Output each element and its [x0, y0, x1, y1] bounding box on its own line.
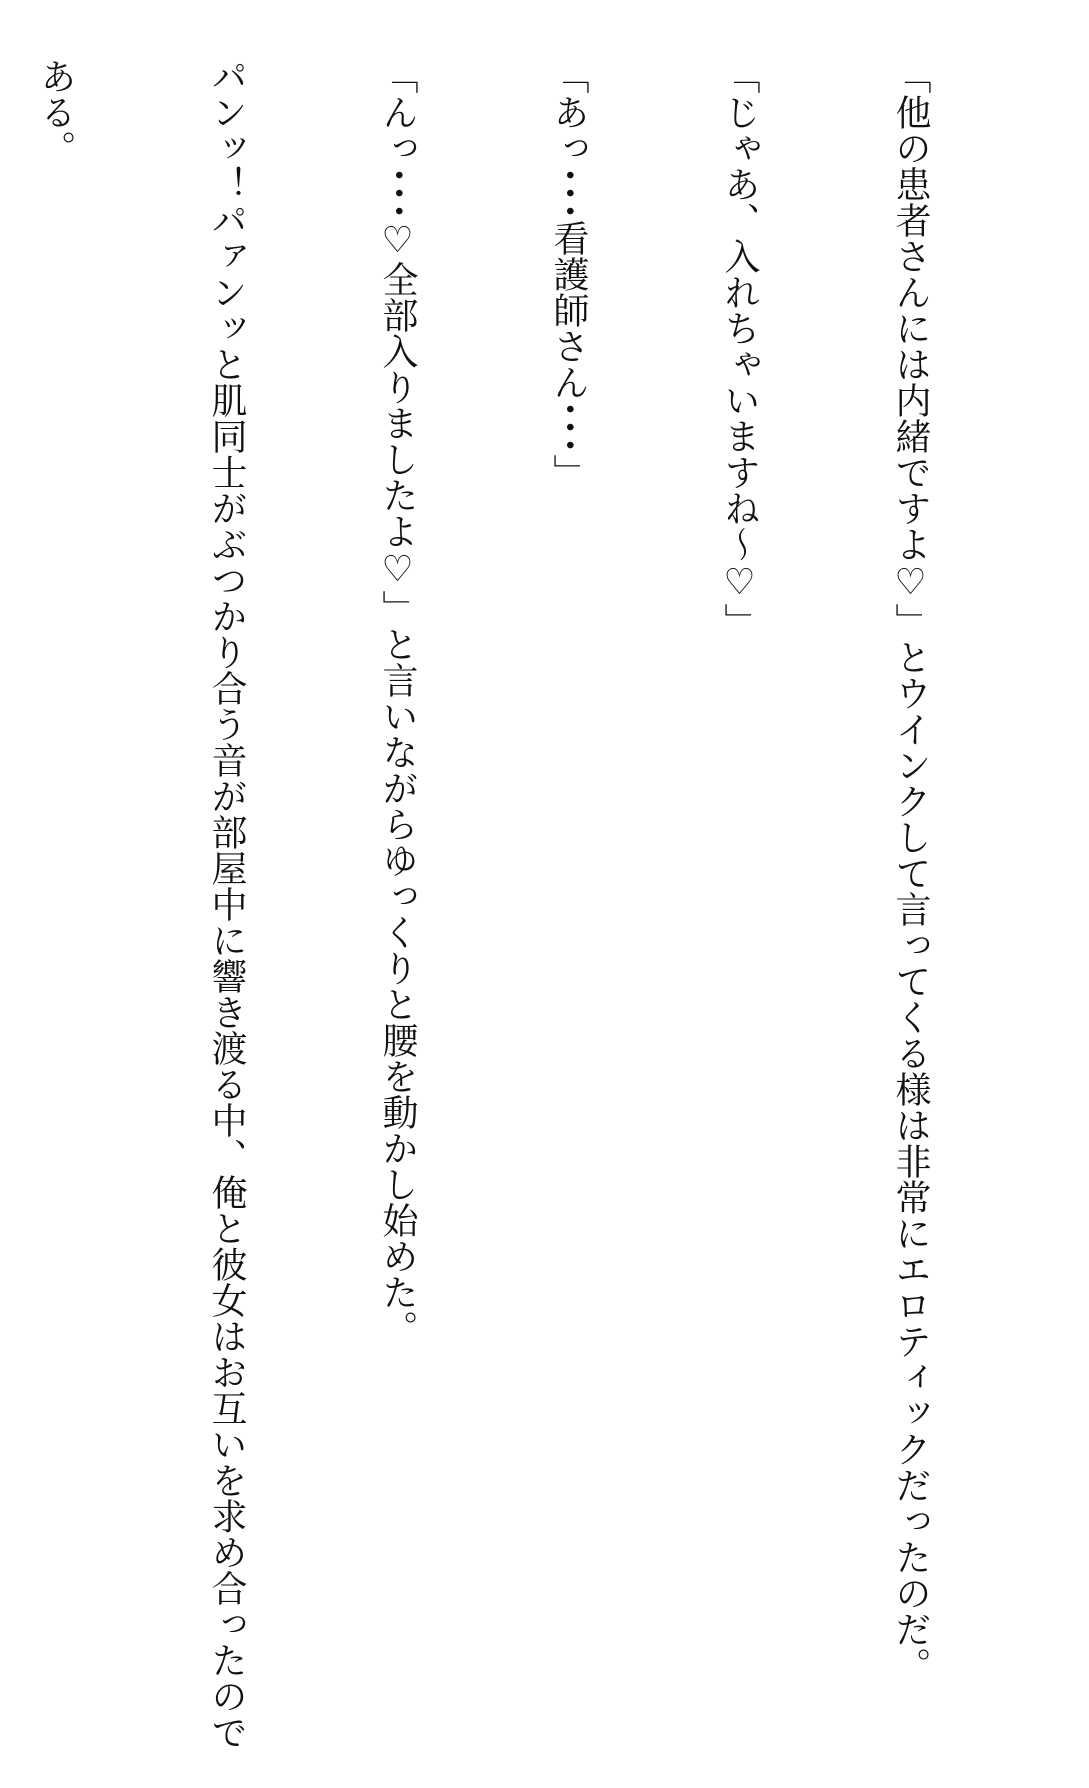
text-line: 「じゃあ、入れちゃいますね～♡」 [719, 58, 760, 639]
text-line: パンッ！パァンッと肌同士がぶつかり合う音が部屋中に響き渡る中、俺と彼女はお互いを求め合ったので [206, 58, 247, 1750]
text-line: 「他の患者さんには内緒ですよ♡」とウインクして言ってくる様は非常にエロティックだったのだ。 [890, 58, 931, 1683]
vertical-text-body [0, 58, 1053, 1750]
text-line: 「んっ･･･♡全部入りましたよ♡」と言いながらゆっくりと腰を動かし始めた。 [377, 58, 418, 1346]
text-line: 「あっ･･･看護師さん･･･」 [548, 58, 589, 490]
text-line: ある。 [35, 58, 76, 166]
